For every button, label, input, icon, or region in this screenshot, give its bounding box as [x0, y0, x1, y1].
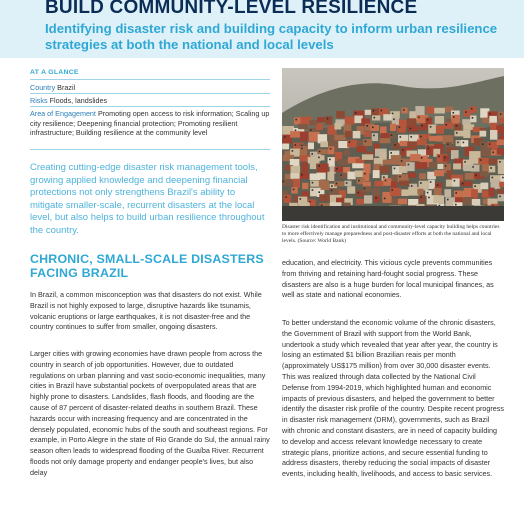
house-block: [469, 106, 476, 113]
house-window: [447, 144, 449, 146]
photo-caption: Disaster risk identification and institutional and community-level capacity building helps countries to more effectively manage preparedness and post-disaster efforts at both the national and local levels. (Source: World Bank): [282, 224, 500, 244]
house-block: [470, 116, 476, 123]
house-block: [347, 186, 355, 193]
house-window: [394, 168, 396, 170]
glance-country-value: Brazil: [57, 83, 76, 92]
house-window: [410, 128, 412, 130]
house-window: [329, 159, 331, 161]
house-block: [401, 189, 408, 196]
house-window: [499, 196, 501, 198]
house-block: [347, 140, 357, 148]
house-window: [312, 189, 314, 191]
house-block: [372, 133, 379, 141]
house-window: [282, 181, 284, 183]
house-window: [428, 148, 430, 150]
house-window: [474, 185, 476, 187]
body-paragraph: Larger cities with growing economies have drawn people from across the country in search of job opportunities. However, due to outdated regulations on urban planning and vast socio-economic inequalities, many cities in Brazil have substantial pockets of overpopulated areas that are highly prone to disasters. Landslides, flash floods, and flooding are the cause of 87 percent of disaster-related deaths in southern Brazil. These hazards occur with increasing frequency and are concentrated in the densely populated, economic hubs of the south and southeast regions. For example, in Porto Alegre in the state of Rio Grande do Sul, the annual rainy season often leads to widespread flooding of the Guaíba River. Recurrent floods not only damage property and endanger people's lives, but also delay: [30, 349, 270, 477]
house-block: [417, 140, 427, 146]
house-window: [321, 205, 323, 207]
house-window: [346, 182, 348, 184]
house-block: [453, 163, 461, 169]
house-block: [480, 131, 487, 137]
house-window: [330, 148, 332, 150]
house-window: [318, 157, 320, 159]
house-block: [498, 194, 504, 201]
house-window: [399, 176, 401, 178]
house-block: [398, 199, 407, 205]
house-block: [320, 141, 328, 147]
house-window: [499, 161, 501, 163]
house-block: [425, 190, 431, 196]
house-window: [456, 125, 458, 127]
house-window: [438, 156, 440, 158]
house-block: [406, 162, 415, 171]
house-window: [284, 136, 286, 138]
glance-engagement-label: Area of Engagement: [30, 109, 96, 118]
house-block: [282, 144, 289, 150]
house-block: [374, 196, 380, 203]
house-window: [383, 176, 385, 178]
house-window: [394, 144, 396, 146]
house-block: [478, 158, 489, 165]
house-block: [481, 183, 489, 190]
house-window: [327, 118, 329, 120]
house-window: [420, 136, 422, 138]
house-window: [421, 157, 423, 159]
house-block: [415, 162, 427, 169]
page-title: BUILD COMMUNITY-LEVEL RESILIENCE: [45, 0, 418, 18]
house-window: [336, 183, 338, 185]
house-block: [371, 125, 380, 131]
house-block: [427, 106, 435, 113]
house-window: [385, 180, 387, 182]
house-block: [498, 165, 504, 174]
house-window: [445, 124, 447, 126]
house-block: [290, 173, 300, 179]
house-block: [451, 150, 459, 159]
house-window: [471, 108, 473, 110]
house-window: [444, 157, 446, 159]
house-block: [372, 188, 380, 195]
house-block: [334, 167, 344, 173]
house-window: [465, 111, 467, 113]
house-block: [428, 180, 435, 189]
house-block: [345, 131, 353, 137]
body-paragraph: To better understand the economic volume of the chronic disasters, the Government of Brazil with support from the World Bank, undertook a study which revealed that year after year, the country is losing an estimated $1 billion Brazilian reais per month (approximately US$175 million) from over 30,000 disaster events. This was realized through data collected by the National Civil Defense from 1994-2019, which highlighted human and economic impacts of previous disasters, and helped the government to better identify the disaster risk profile of the country. Despite recent progress in disaster risk management (DRM), governments, such as Brazil with chronic and constant disasters, are in need of capacity building to develop and access relevant knowledge necessary to create strategic plans, prioritize actions, and secure essential funding to address disasters, thereby reducing the social impacts of disaster events, including health, livelihoods, and access to basic services.: [282, 318, 504, 479]
house-block: [290, 131, 300, 138]
house-block: [399, 181, 410, 186]
glance-engagement-row: [30, 109, 270, 138]
house-window: [373, 110, 375, 112]
house-window: [390, 152, 392, 154]
house-window: [418, 117, 420, 119]
house-window: [311, 153, 313, 155]
house-block: [334, 123, 341, 130]
house-window: [293, 189, 295, 191]
house-block: [497, 140, 504, 146]
glance-engagement-value: Promoting open access to risk information; Scaling up city resilience; Deepening financial protection; Promoting resilient infrastructure; Building resilience at the community level: [30, 109, 270, 137]
house-window: [391, 189, 393, 191]
house-block: [428, 125, 436, 134]
house-window: [400, 136, 402, 138]
house-block: [410, 154, 421, 161]
house-window: [309, 201, 311, 203]
house-window: [319, 151, 321, 153]
house-window: [430, 126, 432, 128]
house-block: [300, 132, 308, 142]
house-window: [364, 173, 366, 175]
house-block: [291, 187, 298, 194]
house-window: [318, 191, 320, 193]
house-window: [492, 177, 494, 179]
house-window: [391, 134, 393, 136]
body-paragraph: education, and electricity. This vicious cycle prevents communities from thriving and retaining hard-fought social progress. These disasters are also is a huge burden for local municipal finances, as well as state and national economies.: [282, 258, 494, 300]
house-block: [302, 163, 308, 172]
house-window: [500, 113, 502, 115]
house-window: [453, 116, 455, 118]
house-window: [489, 143, 491, 145]
house-window: [502, 177, 504, 179]
house-block: [419, 195, 425, 203]
house-window: [295, 130, 297, 132]
house-block: [344, 149, 350, 156]
house-block: [319, 194, 329, 201]
house-block: [452, 178, 460, 186]
house-window: [349, 141, 351, 143]
house-block: [310, 163, 316, 169]
house-window: [427, 119, 429, 121]
house-window: [295, 119, 297, 121]
house-block: [499, 118, 504, 124]
house-block: [383, 178, 391, 186]
house-block: [380, 126, 387, 133]
house-block: [345, 117, 356, 125]
house-block: [362, 154, 373, 160]
house-block: [397, 125, 406, 133]
house-block: [444, 189, 451, 197]
house-window: [381, 110, 383, 112]
house-window: [455, 204, 457, 206]
house-window: [420, 197, 422, 199]
house-window: [331, 190, 333, 192]
house-block: [356, 146, 366, 152]
house-block: [481, 148, 492, 157]
house-block: [463, 124, 474, 129]
glance-risks-label: Risks: [30, 96, 48, 105]
house-block: [334, 135, 346, 141]
house-block: [498, 112, 504, 119]
house-block: [380, 138, 391, 143]
house-window: [373, 135, 375, 137]
house-block: [444, 123, 453, 129]
house-block: [364, 131, 370, 137]
house-window: [355, 112, 357, 114]
house-window: [301, 148, 303, 150]
house-block: [390, 188, 401, 197]
house-block: [293, 179, 300, 188]
house-block: [497, 189, 504, 195]
house-block: [363, 139, 372, 146]
house-window: [480, 159, 482, 161]
house-window: [399, 127, 401, 129]
house-block: [489, 159, 499, 165]
house-block: [325, 116, 332, 124]
house-block: [443, 155, 450, 161]
house-window: [331, 185, 333, 187]
house-block: [327, 172, 334, 181]
house-block: [489, 188, 495, 197]
house-block: [419, 173, 426, 179]
house-block: [382, 196, 391, 203]
house-block: [498, 160, 504, 166]
house-block: [434, 170, 444, 176]
house-block: [408, 173, 416, 178]
house-block: [462, 119, 471, 124]
house-block: [356, 199, 364, 205]
house-window: [472, 166, 474, 168]
glance-country-label: Country: [30, 83, 56, 92]
house-block: [362, 186, 371, 192]
house-window: [490, 167, 492, 169]
house-window: [421, 125, 423, 127]
house-block: [317, 164, 329, 174]
house-window: [292, 150, 294, 152]
house-block: [336, 111, 345, 118]
house-block: [497, 148, 504, 154]
house-window: [366, 125, 368, 127]
house-window: [310, 129, 312, 131]
house-window: [340, 174, 342, 176]
house-window: [402, 149, 404, 151]
house-window: [285, 196, 287, 198]
house-block: [379, 166, 389, 173]
house-block: [415, 106, 424, 115]
house-window: [312, 182, 314, 184]
favela-hillside-photo: [282, 68, 504, 221]
house-window: [319, 165, 321, 167]
glance-divider: [30, 93, 270, 94]
house-window: [384, 198, 386, 200]
house-window: [427, 192, 429, 194]
house-block: [400, 141, 408, 146]
lead-paragraph: Creating cutting-edge disaster risk management tools, growing applied knowledge and deepening financial protections not only strengthens Brazil's ability to mitigate smaller-scale, recurrent disasters at the local level, but also helps to build urban resilience throughout the country.: [30, 162, 265, 236]
house-window: [372, 127, 374, 129]
house-block: [298, 124, 308, 129]
house-block: [300, 172, 309, 179]
house-block: [490, 130, 497, 140]
house-block: [436, 126, 444, 134]
house-window: [455, 192, 457, 194]
house-window: [463, 142, 465, 144]
house-window: [301, 174, 303, 176]
house-window: [295, 144, 297, 146]
house-window: [358, 180, 360, 182]
house-window: [447, 199, 449, 201]
glance-heading: AT A GLANCE: [30, 69, 79, 76]
section-heading: CHRONIC, SMALL-SCALE DISASTERS FACING BRAZIL: [30, 252, 264, 280]
house-block: [302, 183, 308, 190]
house-block: [352, 163, 364, 168]
house-block: [282, 179, 292, 186]
house-block: [393, 143, 400, 150]
house-window: [489, 113, 491, 115]
house-block: [383, 114, 392, 120]
body-paragraph: In Brazil, a common misconception was that disasters do not exist. While Brazil is not highly exposed to large, disruptive hazards like tsunamis, volcanic eruptions or large earthquakes, it is not disaster-free and the country continues to suffer from smaller, ongoing disasters.: [30, 290, 262, 332]
house-block: [316, 124, 323, 131]
glance-divider-top: [30, 79, 270, 80]
house-window: [408, 164, 410, 166]
house-block: [347, 172, 355, 180]
house-block: [317, 117, 325, 122]
house-block: [334, 181, 344, 186]
house-block: [420, 123, 428, 130]
house-window: [392, 113, 394, 115]
house-block: [317, 155, 325, 160]
house-block: [364, 195, 372, 203]
house-window: [457, 142, 459, 144]
house-block: [429, 136, 437, 141]
house-block: [391, 181, 397, 188]
house-window: [445, 165, 447, 167]
house-window: [420, 182, 422, 184]
glance-risks-value: Floods, landslides: [49, 96, 108, 105]
house-block: [390, 124, 396, 131]
house-window: [336, 168, 338, 170]
house-window: [393, 119, 395, 121]
house-window: [374, 117, 376, 119]
house-window: [428, 197, 430, 199]
house-block: [471, 165, 480, 172]
house-block: [436, 136, 443, 142]
house-window: [454, 180, 456, 182]
house-window: [456, 132, 458, 134]
house-block: [434, 108, 445, 114]
house-block: [501, 175, 505, 183]
house-window: [475, 175, 477, 177]
house-block: [489, 166, 496, 173]
house-block: [317, 173, 326, 180]
house-window: [375, 197, 377, 199]
house-block: [417, 189, 423, 195]
house-block: [435, 116, 444, 124]
house-block: [338, 159, 350, 165]
house-block: [437, 164, 443, 169]
house-block: [336, 198, 345, 203]
house-window: [358, 192, 360, 194]
house-window: [453, 112, 455, 114]
house-block: [344, 181, 351, 186]
house-block: [429, 162, 438, 169]
house-block: [461, 140, 468, 147]
house-block: [433, 195, 444, 203]
glance-divider: [30, 106, 270, 107]
house-block: [373, 170, 380, 178]
glance-risks-row: [30, 96, 107, 106]
house-block: [480, 171, 489, 176]
house-window: [462, 183, 464, 185]
house-block: [472, 199, 481, 205]
house-window: [410, 136, 412, 138]
house-block: [284, 195, 291, 203]
house-window: [365, 141, 367, 143]
house-window: [364, 188, 366, 190]
house-block: [499, 182, 504, 187]
house-window: [492, 152, 494, 154]
house-block: [374, 181, 384, 187]
page-subtitle: Identifying disaster risk and building capacity to inform urban resilience strategies at both the national and local levels: [45, 21, 498, 52]
house-block: [328, 157, 335, 167]
house-block: [291, 166, 301, 174]
house-window: [482, 143, 484, 145]
house-block: [463, 130, 470, 138]
house-block: [372, 115, 380, 120]
house-window: [403, 109, 405, 111]
glance-country-row: [30, 83, 75, 93]
house-window: [472, 117, 474, 119]
house-block: [328, 146, 334, 154]
house-block: [353, 131, 361, 138]
house-block: [489, 116, 497, 124]
house-block: [300, 146, 308, 155]
house-block: [446, 180, 453, 187]
house-window: [437, 184, 439, 186]
house-window: [401, 160, 403, 162]
glance-divider-bottom: [30, 149, 270, 150]
house-window: [411, 185, 413, 187]
house-block: [389, 133, 395, 139]
house-window: [300, 198, 302, 200]
house-window: [430, 181, 432, 183]
favela-photo-illustration: [282, 68, 504, 221]
house-window: [464, 161, 466, 163]
house-block: [308, 143, 314, 150]
